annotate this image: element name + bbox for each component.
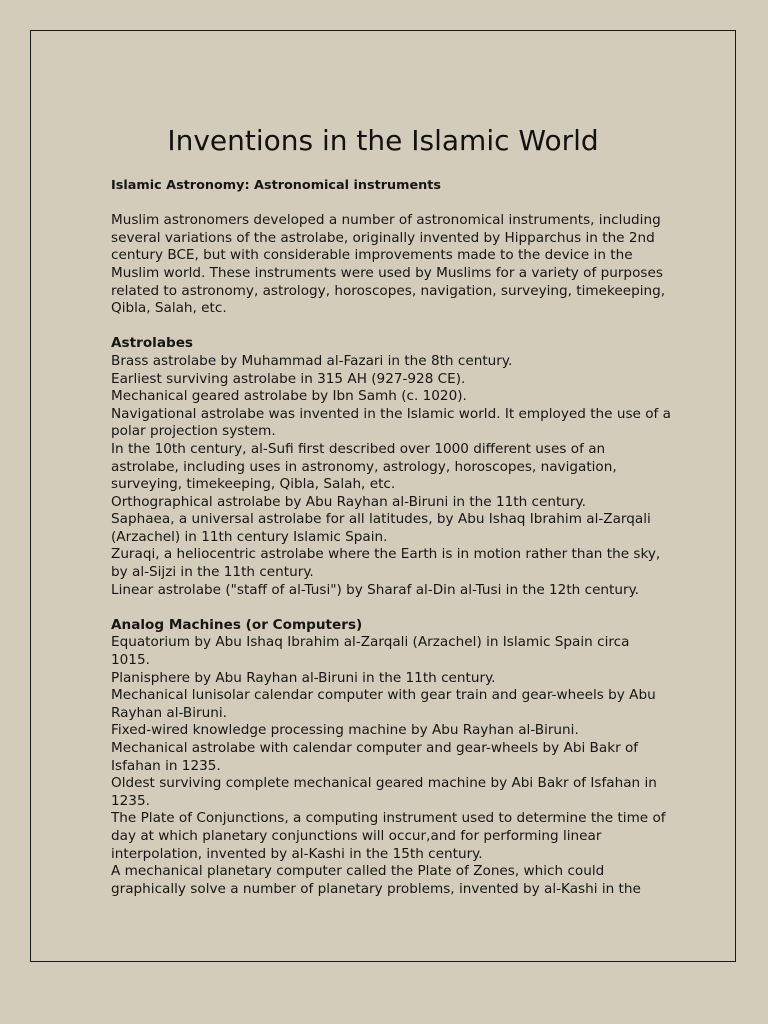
document-title: Inventions in the Islamic World [167, 124, 599, 157]
list-item: Mechanical geared astrolabe by Ibn Samh (c. 1020). [111, 388, 467, 405]
list-item: Linear astrolabe ("staff of al-Tusi") by Sharaf al-Din al-Tusi in the 12th century. [111, 581, 640, 598]
list-item: Oldest surviving complete mechanical geared machine by Abi Bakr of Isfahan in 1235. [111, 775, 657, 809]
list-item: Planisphere by Abu Rayhan al-Biruni in the 11th century. [111, 669, 496, 686]
list-item: Navigational astrolabe was invented in the Islamic world. It employed the use of a polar projection system. [111, 405, 671, 440]
list-item: Mechanical astrolabe with calendar computer and gear-wheels by Abi Bakr of Isfahan in 1235. [111, 740, 639, 774]
intro-paragraph: Muslim astronomers developed a number of astronomical instruments, including several variations of the astrolabe, originally invented by Hipparchus in the 2nd century BCE, but with considerable improvements made to the device in the Muslim world. These instruments were used by Muslims for a variety of purposes related to astronomy, astrology, horoscopes, navigation, surveying, timekeeping, Qibla, Salah, etc. [111, 212, 666, 317]
section-list [111, 353, 671, 599]
list-item: In the 10th century, al-Sufi first described over 1000 different uses of an astrolabe, including uses in astronomy, astrology, horoscopes, navigation, surveying, timekeeping, Qibla, Salah, etc. [111, 440, 617, 493]
list-item: Brass astrolabe by Muhammad al-Fazari in the 8th century. [111, 352, 513, 369]
list-item: The Plate of Conjunctions, a computing instrument used to determine the time of day at which planetary conjunctions will occur,and for performing linear interpolation, invented by al-Kashi in the 15th century. [111, 810, 666, 862]
document-page [30, 30, 736, 962]
list-item: Equatorium by Abu Ishaq Ibrahim al-Zarqali (Arzachel) in Islamic Spain circa 1015. [111, 634, 630, 669]
document-subtitle: Islamic Astronomy: Astronomical instruments [111, 178, 441, 193]
section-heading: Astrolabes [111, 335, 194, 352]
list-item: Orthographical astrolabe by Abu Rayhan al-Biruni in the 11th century. [111, 493, 586, 510]
section-analog-machines [111, 617, 671, 899]
list-item: A mechanical planetary computer called the Plate of Zones, which could graphically solve a number of planetary problems, invented by al-Kashi in the [111, 863, 641, 897]
document-body [111, 177, 671, 916]
section-list [111, 634, 671, 898]
list-item: Earliest surviving astrolabe in 315 AH (927-928 CE). [111, 370, 466, 387]
section-heading: Analog Machines (or Computers) [111, 616, 363, 633]
section-astrolabes [111, 335, 671, 599]
list-item: Mechanical lunisolar calendar computer with gear train and gear-wheels by Abu Rayhan al-Biruni. [111, 687, 656, 721]
list-item: Zuraqi, a heliocentric astrolabe where the Earth is in motion rather than the sky, by al-Sijzi in the 11th century. [111, 546, 661, 581]
list-item: Saphaea, a universal astrolabe for all latitudes, by Abu Ishaq Ibrahim al-Zarqali (Arzachel) in 11th century Islamic Spain. [111, 511, 651, 545]
list-item: Fixed-wired knowledge processing machine by Abu Rayhan al-Biruni. [111, 722, 579, 739]
